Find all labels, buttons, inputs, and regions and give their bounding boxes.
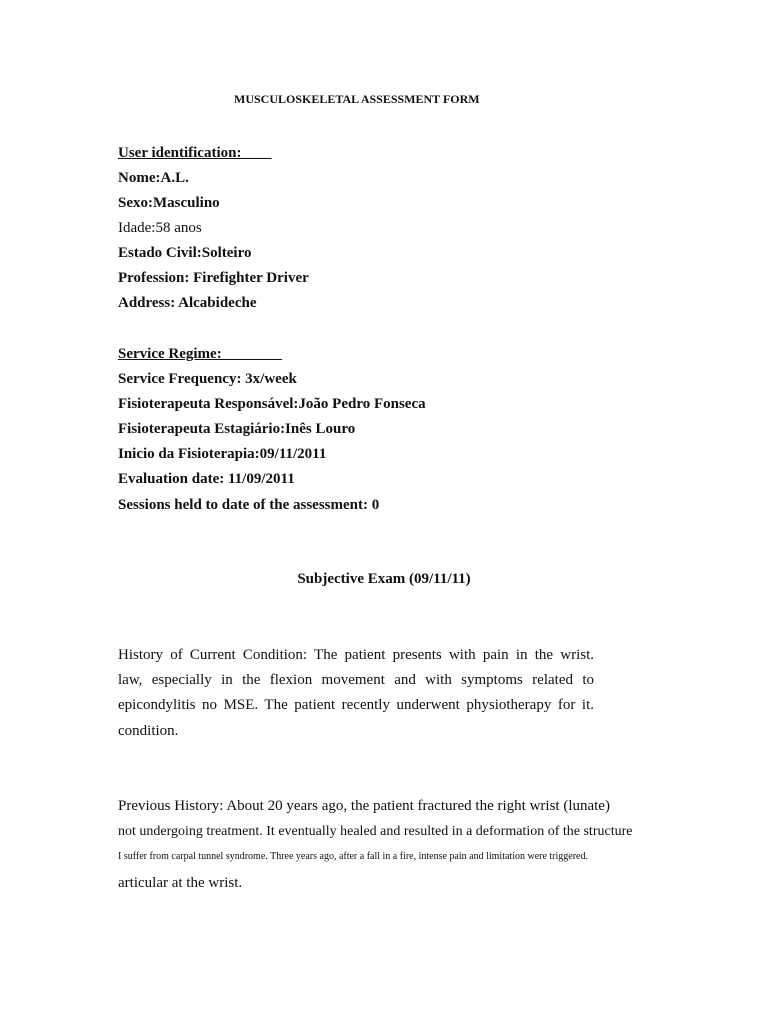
history-previous-line-2: not undergoing treatment. It eventually healed and resulted in a deformation of the structure [118, 824, 633, 839]
profession-field: Profession: Firefighter Driver [118, 270, 309, 286]
history-current-line-1: History of Current Condition: The patient presents with pain in the wrist. [118, 647, 594, 663]
estado-civil-field: Estado Civil:Solteiro [118, 245, 252, 261]
form-title: MUSCULOSKELETAL ASSESSMENT FORM [234, 92, 480, 106]
address-field: Address: Alcabideche [118, 295, 257, 311]
fisioterapeuta-estagiario-field: Fisioterapeuta Estagiário:Inês Louro [118, 421, 356, 437]
fisioterapeuta-responsavel-field: Fisioterapeuta Responsável:João Pedro Fonseca [118, 396, 426, 412]
history-previous-line-3: I suffer from carpal tunnel syndrome. Three years ago, after a fall in a fire, intense pain and limitation were triggered. [118, 851, 588, 862]
user-identification-heading: User identification:____ [118, 145, 272, 161]
subjective-exam-heading: Subjective Exam (09/11/11) [297, 571, 471, 587]
inicio-fisioterapia-field: Inicio da Fisioterapia:09/11/2011 [118, 446, 327, 462]
nome-field: Nome:A.L. [118, 170, 189, 186]
service-frequency-field: Service Frequency: 3x/week [118, 371, 297, 387]
sessions-held-field: Sessions held to date of the assessment: 0 [118, 497, 380, 513]
service-regime-heading: Service Regime:________ [118, 346, 282, 362]
history-current-line-3: epicondylitis no MSE. The patient recently underwent physiotherapy for it. [118, 697, 594, 713]
evaluation-date-field: Evaluation date: 11/09/2011 [118, 471, 295, 487]
history-previous-line-1: Previous History: About 20 years ago, the patient fractured the right wrist (lunate) [118, 798, 610, 814]
history-current-line-4: condition. [118, 723, 179, 739]
history-current-line-2: law, especially in the flexion movement and with symptoms related to [118, 672, 594, 688]
sexo-field: Sexo:Masculino [118, 195, 220, 211]
history-previous-line-4: articular at the wrist. [118, 875, 243, 891]
idade-field: Idade:58 anos [118, 220, 202, 236]
